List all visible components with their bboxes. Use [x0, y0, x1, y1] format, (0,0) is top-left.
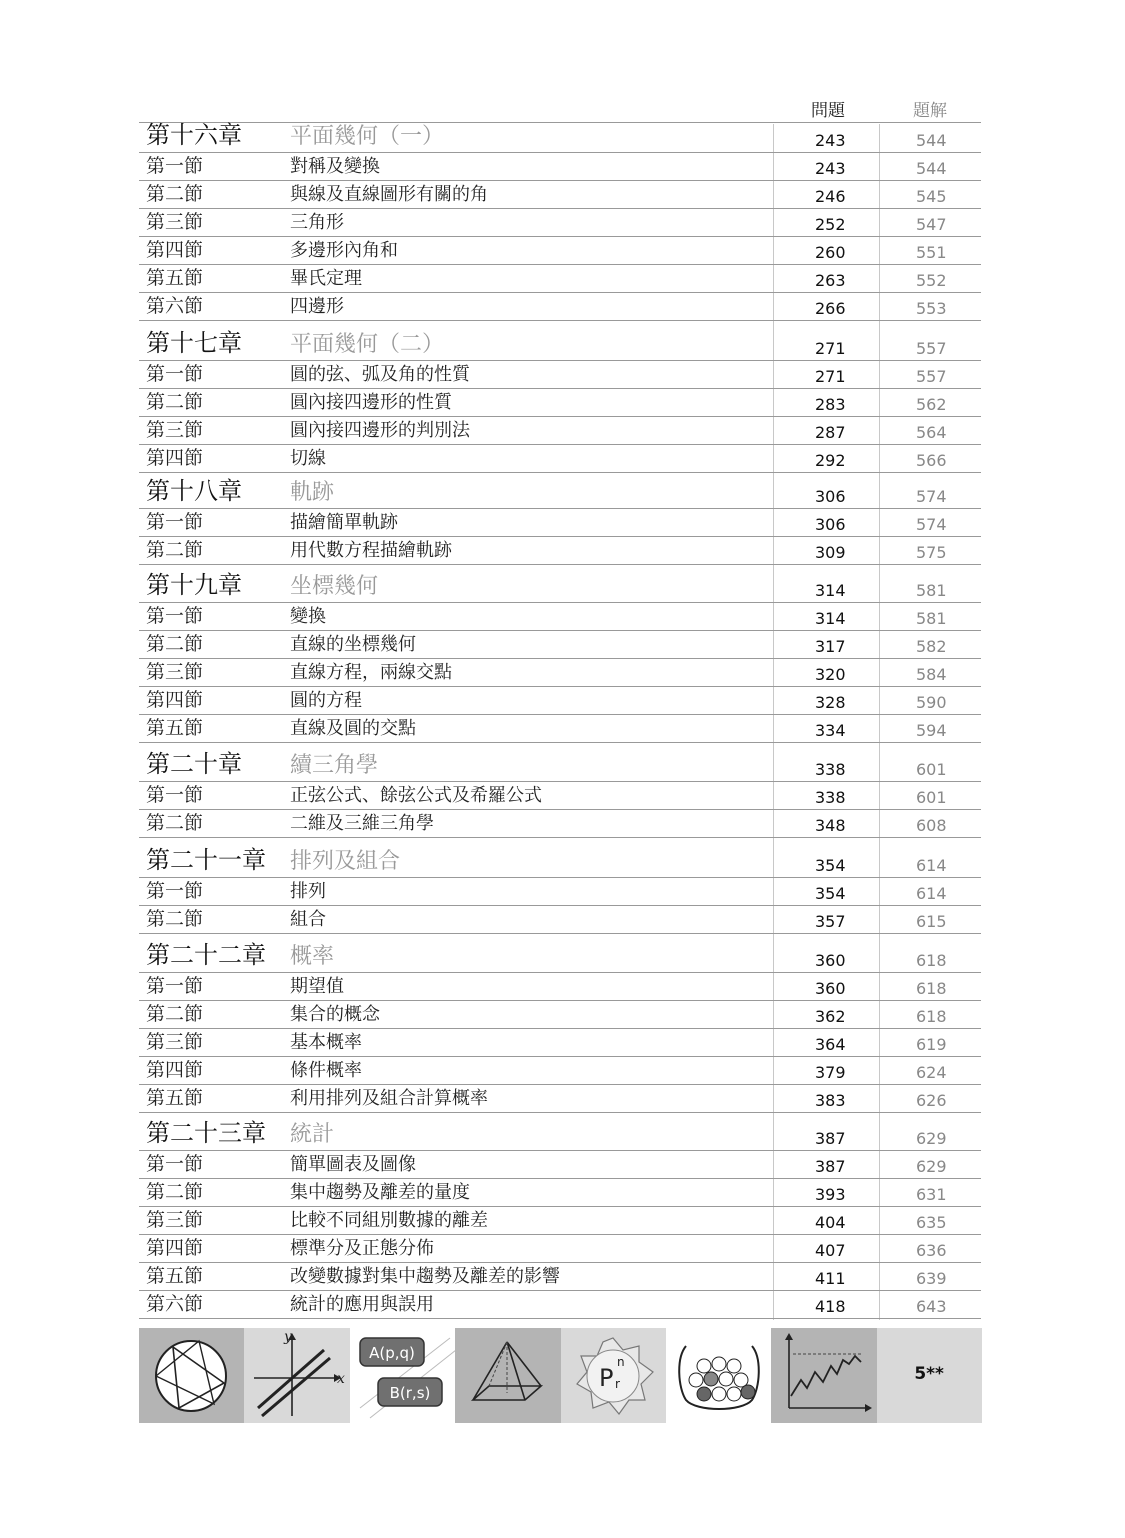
chapter-title: 排列及組合	[290, 849, 401, 874]
problem-page: 260	[815, 243, 846, 262]
chapter-block	[139, 121, 981, 321]
problems-column-header: 問題	[811, 101, 845, 121]
section-title: 期望值	[290, 976, 344, 997]
section-label: 第二節	[146, 391, 204, 413]
section-row[interactable]	[139, 537, 981, 565]
section-row[interactable]	[139, 782, 981, 810]
section-title: 標準分及正態分佈	[290, 1238, 434, 1259]
section-label: 第五節	[146, 717, 204, 739]
section-row[interactable]	[139, 509, 981, 537]
problem-page: 354	[815, 856, 846, 875]
section-label: 第五節	[146, 1087, 204, 1109]
solution-page: 615	[916, 912, 947, 931]
section-row[interactable]	[139, 1291, 981, 1319]
chapter-number: 第二十章	[146, 750, 242, 778]
problem-page: 292	[815, 451, 846, 470]
section-title: 直線及圓的交點	[290, 718, 416, 739]
problem-page: 271	[815, 339, 846, 358]
problem-page: 252	[815, 215, 846, 234]
section-label: 第三節	[146, 661, 204, 683]
problem-page: 418	[815, 1297, 846, 1316]
section-title: 簡單圖表及圖像	[290, 1154, 416, 1175]
section-label: 第二節	[146, 1003, 204, 1025]
solution-page: 635	[916, 1213, 947, 1232]
section-label: 第五節	[146, 1265, 204, 1287]
solution-page: 566	[916, 451, 947, 470]
chapter-block	[139, 1119, 981, 1319]
problem-page: 283	[815, 395, 846, 414]
section-title: 直線方程，兩線交點	[290, 662, 452, 683]
section-label: 第四節	[146, 1059, 204, 1081]
solution-page: 601	[916, 788, 947, 807]
section-title: 圓的方程	[290, 690, 362, 711]
solution-page: 619	[916, 1035, 947, 1054]
section-label: 第四節	[146, 239, 204, 261]
solution-page: 564	[916, 423, 947, 442]
section-label: 第三節	[146, 211, 204, 233]
problem-page: 338	[815, 788, 846, 807]
problem-page: 314	[815, 609, 846, 628]
section-title: 集合的概念	[290, 1004, 380, 1025]
chapter-block	[139, 941, 981, 1113]
section-label: 第一節	[146, 975, 204, 997]
section-row[interactable]	[139, 810, 981, 838]
section-row[interactable]	[139, 209, 981, 237]
problem-page: 287	[815, 423, 846, 442]
solution-page: 636	[916, 1241, 947, 1260]
chapter-row[interactable]	[139, 329, 981, 361]
problem-page: 354	[815, 884, 846, 903]
section-row[interactable]	[139, 659, 981, 687]
solution-page: 584	[916, 665, 947, 684]
solution-page: 624	[916, 1063, 947, 1082]
chapter-row[interactable]	[139, 750, 981, 782]
section-label: 第一節	[146, 880, 204, 902]
ball-bag-icon	[666, 1328, 771, 1423]
chapter-row[interactable]	[139, 941, 981, 973]
problem-page: 246	[815, 187, 846, 206]
section-title: 比較不同組別數據的離差	[290, 1210, 488, 1231]
solution-page: 601	[916, 760, 947, 779]
chapter-title: 軌跡	[290, 480, 335, 505]
header-rule	[139, 122, 981, 123]
section-title: 用代數方程描繪軌跡	[290, 540, 452, 561]
chapter-title: 坐標幾何	[290, 574, 379, 599]
section-title: 條件概率	[290, 1060, 362, 1081]
solution-page: 618	[916, 951, 947, 970]
section-title: 統計的應用與誤用	[290, 1294, 434, 1315]
solution-page: 545	[916, 187, 947, 206]
problem-page: 309	[815, 543, 846, 562]
section-row[interactable]	[139, 687, 981, 715]
section-row[interactable]	[139, 1235, 981, 1263]
chapter-block	[139, 477, 981, 565]
chapter-number: 第二十二章	[146, 941, 266, 969]
solution-page: 557	[916, 367, 947, 386]
section-title: 三角形	[290, 212, 344, 233]
section-title: 四邊形	[290, 296, 344, 317]
section-title: 圓的弦、弧及角的性質	[290, 364, 470, 385]
point-b-label: B(r,s)	[389, 1384, 431, 1402]
section-label: 第二節	[146, 1181, 204, 1203]
section-row[interactable]	[139, 237, 981, 265]
solution-page: 590	[916, 693, 947, 712]
chapter-number: 第二十三章	[146, 1119, 266, 1147]
problem-page: 348	[815, 816, 846, 835]
section-label: 第三節	[146, 1209, 204, 1231]
solution-page: 629	[916, 1129, 947, 1148]
problem-page: 266	[815, 299, 846, 318]
solution-page: 608	[916, 816, 947, 835]
section-row[interactable]	[139, 1029, 981, 1057]
chapter-row[interactable]	[139, 477, 981, 509]
section-row[interactable]	[139, 603, 981, 631]
section-title: 正弦公式、餘弦公式及希羅公式	[290, 785, 542, 806]
section-label: 第二節	[146, 633, 204, 655]
problem-page: 357	[815, 912, 846, 931]
chapter-title: 平面幾何（一）	[290, 124, 445, 149]
chapter-title: 續三角學	[290, 753, 379, 778]
chapter-block	[139, 750, 981, 838]
section-label: 第六節	[146, 295, 204, 317]
section-title: 圓內接四邊形的性質	[290, 392, 452, 413]
section-row[interactable]	[139, 293, 981, 321]
section-label: 第一節	[146, 511, 204, 533]
problem-page: 360	[815, 951, 846, 970]
section-title: 變換	[290, 606, 326, 627]
solution-page: 618	[916, 1007, 947, 1026]
section-row[interactable]	[139, 1001, 981, 1029]
section-row[interactable]	[139, 181, 981, 209]
coordinate-points-icon	[350, 1328, 455, 1423]
solution-page: 581	[916, 609, 947, 628]
x-axis-label: x	[337, 1371, 346, 1387]
solution-page: 618	[916, 979, 947, 998]
section-label: 第三節	[146, 419, 204, 441]
chapter-number: 第二十一章	[146, 846, 266, 874]
solution-page: 629	[916, 1157, 947, 1176]
solution-page: 639	[916, 1269, 947, 1288]
section-row[interactable]	[139, 1085, 981, 1113]
solution-page: 574	[916, 487, 947, 506]
perm-n-label: n	[616, 1355, 625, 1369]
chapter-number: 第十九章	[146, 571, 242, 599]
problem-page: 387	[815, 1157, 846, 1176]
problem-page: 243	[815, 159, 846, 178]
chapter-block	[139, 329, 981, 473]
chapter-row[interactable]	[139, 571, 981, 603]
problem-page: 364	[815, 1035, 846, 1054]
chapter-number: 第十八章	[146, 477, 242, 505]
section-title: 圓內接四邊形的判別法	[290, 420, 470, 441]
section-row[interactable]	[139, 715, 981, 743]
problem-page: 379	[815, 1063, 846, 1082]
problem-page: 404	[815, 1213, 846, 1232]
section-label: 第一節	[146, 155, 204, 177]
solution-page: 547	[916, 215, 947, 234]
problem-page: 334	[815, 721, 846, 740]
section-title: 畢氏定理	[290, 268, 362, 289]
solution-page: 581	[916, 581, 947, 600]
section-title: 集中趨勢及離差的量度	[290, 1182, 470, 1203]
section-title: 基本概率	[290, 1032, 362, 1053]
section-label: 第一節	[146, 784, 204, 806]
section-label: 第一節	[146, 363, 204, 385]
section-row[interactable]	[139, 361, 981, 389]
section-label: 第六節	[146, 1293, 204, 1315]
chapter-block	[139, 846, 981, 934]
solution-page: 552	[916, 271, 947, 290]
section-title: 二維及三維三角學	[290, 813, 434, 834]
section-title: 組合	[290, 909, 326, 930]
point-a-label: A(p,q)	[368, 1344, 415, 1362]
problem-page: 362	[815, 1007, 846, 1026]
section-title: 改變數據對集中趨勢及離差的影響	[290, 1266, 560, 1287]
section-label: 第四節	[146, 689, 204, 711]
section-row[interactable]	[139, 417, 981, 445]
problem-page: 411	[815, 1269, 846, 1288]
parallel-lines-graph-icon	[244, 1328, 349, 1423]
solution-page: 631	[916, 1185, 947, 1204]
problem-page: 387	[815, 1129, 846, 1148]
y-axis-label: y	[284, 1329, 293, 1345]
section-label: 第二節	[146, 183, 204, 205]
inscribed-circle-icon	[139, 1328, 244, 1423]
problem-page: 393	[815, 1185, 846, 1204]
chapter-title: 統計	[290, 1122, 335, 1147]
section-title: 對稱及變換	[290, 156, 380, 177]
line-graph-icon	[771, 1328, 876, 1423]
section-row[interactable]	[139, 906, 981, 934]
problem-page: 243	[815, 131, 846, 150]
problem-page: 271	[815, 367, 846, 386]
problem-page: 320	[815, 665, 846, 684]
footer-illustration-strip	[139, 1328, 982, 1423]
section-row[interactable]	[139, 265, 981, 293]
section-title: 直線的坐標幾何	[290, 634, 416, 655]
solution-page: 574	[916, 515, 947, 534]
solution-page: 544	[916, 159, 947, 178]
chapter-title: 概率	[290, 944, 335, 969]
perm-p-label: P	[598, 1364, 613, 1392]
solution-page: 551	[916, 243, 947, 262]
section-row[interactable]	[139, 389, 981, 417]
section-row[interactable]	[139, 445, 981, 473]
section-row[interactable]	[139, 1263, 981, 1291]
section-row[interactable]	[139, 973, 981, 1001]
problem-page: 317	[815, 637, 846, 656]
section-title: 多邊形內角和	[290, 240, 398, 261]
chapter-block	[139, 571, 981, 743]
perm-r-label: r	[614, 1377, 620, 1391]
solution-page: 594	[916, 721, 947, 740]
solution-page: 557	[916, 339, 947, 358]
chapter-title: 平面幾何（二）	[290, 332, 445, 357]
page-number-tile	[877, 1328, 982, 1423]
permutation-symbol-icon	[561, 1328, 666, 1423]
chapter-number: 第十六章	[146, 121, 242, 149]
section-label: 第四節	[146, 1237, 204, 1259]
section-label: 第三節	[146, 1031, 204, 1053]
solutions-column-header: 題解	[913, 101, 947, 121]
section-row[interactable]	[139, 153, 981, 181]
problem-page: 306	[815, 487, 846, 506]
solution-page: 562	[916, 395, 947, 414]
section-row[interactable]	[139, 878, 981, 906]
section-title: 描繪簡單軌跡	[290, 512, 398, 533]
section-label: 第二節	[146, 908, 204, 930]
chapter-row[interactable]	[139, 1119, 981, 1151]
problem-page: 263	[815, 271, 846, 290]
section-title: 利用排列及組合計算概率	[290, 1088, 488, 1109]
page-number: 5**	[914, 1364, 944, 1384]
solution-page: 626	[916, 1091, 947, 1110]
pyramid-icon	[455, 1328, 560, 1423]
section-label: 第一節	[146, 605, 204, 627]
problem-page: 360	[815, 979, 846, 998]
chapter-row[interactable]	[139, 846, 981, 878]
section-row[interactable]	[139, 1179, 981, 1207]
problem-page: 383	[815, 1091, 846, 1110]
problem-page: 328	[815, 693, 846, 712]
problem-page: 314	[815, 581, 846, 600]
problem-page: 407	[815, 1241, 846, 1260]
solution-page: 544	[916, 131, 947, 150]
problem-page: 338	[815, 760, 846, 779]
section-title: 排列	[290, 881, 326, 902]
section-label: 第四節	[146, 447, 204, 469]
section-title: 切線	[290, 448, 326, 469]
solution-page: 614	[916, 856, 947, 875]
section-row[interactable]	[139, 1207, 981, 1235]
solution-page: 582	[916, 637, 947, 656]
section-title: 與線及直線圖形有關的角	[290, 184, 488, 205]
section-label: 第一節	[146, 1153, 204, 1175]
problem-page: 306	[815, 515, 846, 534]
section-row[interactable]	[139, 1151, 981, 1179]
section-label: 第二節	[146, 539, 204, 561]
chapter-row[interactable]	[139, 121, 981, 153]
section-label: 第二節	[146, 812, 204, 834]
solution-page: 575	[916, 543, 947, 562]
solution-page: 553	[916, 299, 947, 318]
section-row[interactable]	[139, 1057, 981, 1085]
section-row[interactable]	[139, 631, 981, 659]
solution-page: 643	[916, 1297, 947, 1316]
solution-page: 614	[916, 884, 947, 903]
section-label: 第五節	[146, 267, 204, 289]
chapter-number: 第十七章	[146, 329, 242, 357]
